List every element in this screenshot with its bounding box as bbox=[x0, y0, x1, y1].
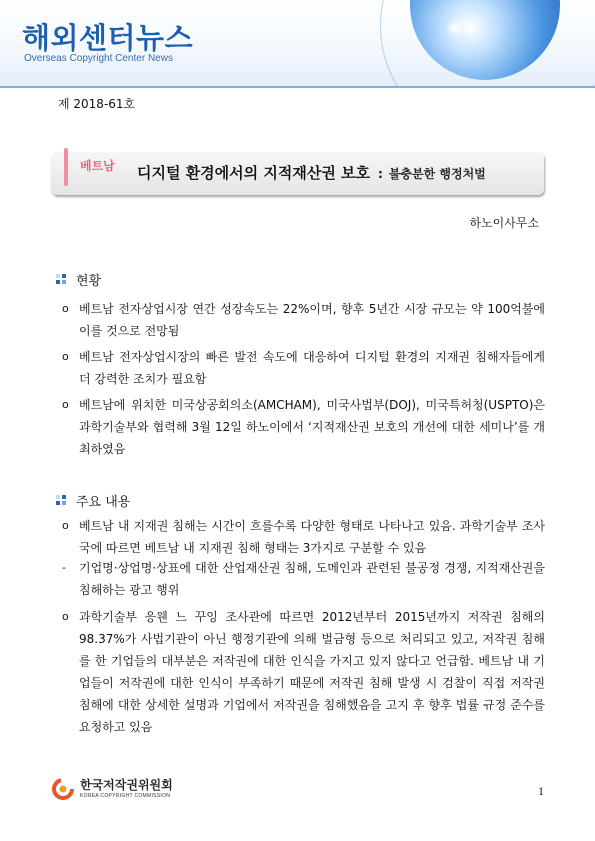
item-marker: o bbox=[62, 610, 69, 623]
country-tag-bar bbox=[64, 148, 68, 186]
page-number: 1 bbox=[538, 784, 544, 798]
item-text: 베트남에 위치한 미국상공회의소(AMCHAM), 미국사법부(DOJ), 미국특허청(USPTO)은 과학기술부와 협력해 3월 12일 하노이에서 ‘지적재산권 보호의 개선에 대한 세미나’를 개최하였음 bbox=[79, 398, 545, 456]
item-text: 베트남 전자상업시장의 빠른 발전 속도에 대응하여 디지털 환경의 지재권 침해자들에게 더 강력한 조치가 필요함 bbox=[79, 350, 545, 386]
section-heading-status bbox=[56, 270, 101, 289]
list-item bbox=[62, 298, 545, 342]
section-heading-main-content bbox=[56, 491, 130, 510]
item-marker: o bbox=[62, 398, 69, 411]
commission-logo-icon bbox=[52, 778, 74, 800]
section-bullet-icon bbox=[56, 274, 68, 286]
issue-number: 제 2018-61호 bbox=[58, 97, 136, 111]
list-item bbox=[62, 606, 545, 738]
item-text: 베트남 전자상업시장 연간 성장속도는 22%이며, 향후 5년간 시장 규모는 약 100억불에 이를 것으로 전망됨 bbox=[79, 302, 545, 338]
section-heading-text: 주요 내용 bbox=[76, 495, 131, 510]
list-item bbox=[62, 557, 545, 601]
light-flare-decoration bbox=[445, 18, 465, 38]
title-separator: : bbox=[378, 167, 383, 181]
item-text: 베트남 내 지재권 침해는 시간이 흐를수록 다양한 형태로 나타나고 있음. 과학기술부 조사국에 따르면 베트남 내 지재권 침해 형태는 3가지로 구분할 수 있음 bbox=[79, 519, 545, 555]
header-banner bbox=[0, 0, 595, 88]
list-item bbox=[62, 515, 545, 559]
footer-org-name-en: KOREA COPYRIGHT COMMISSION bbox=[80, 793, 171, 799]
section-heading-text: 현황 bbox=[76, 274, 102, 289]
article-subtitle: 불충분한 행정처벌 bbox=[388, 167, 486, 181]
footer-org-name: 한국저작권위원회 bbox=[80, 778, 173, 792]
item-text: 과학기술부 응웬 느 꾸잉 조사관에 따르면 2012년부터 2015년까지 저작권 침해의 98.37%가 사법기관이 아닌 행정기관에 의해 벌금형 등으로 처리되고 있고, 저작권 침해를 한 기업들의 대부분은 저작권에 대한 인식을 가지고 있지 않다고 언급함. 베트남 내 기업들이 저작권에 대한 인식이 부족하기 때문에 저작권 침해 발생 시 검찰이 직접 저작권 침해에 대한 상세한 설명과 기업에서 저작권을 침해했음을 고지 후 향후 법률 규정 준수를 요청하고 있음 bbox=[79, 610, 545, 734]
section-bullet-icon bbox=[56, 495, 68, 507]
article-title bbox=[137, 162, 486, 183]
item-marker: o bbox=[62, 302, 69, 315]
office-name: 하노이사무소 bbox=[469, 216, 539, 230]
item-marker: - bbox=[62, 561, 66, 574]
item-marker: o bbox=[62, 519, 69, 532]
list-item bbox=[62, 346, 545, 390]
list-item bbox=[62, 394, 545, 460]
country-tag: 베트남 bbox=[80, 159, 115, 173]
item-text: 기업명·상업명·상표에 대한 산업재산권 침해, 도메인과 관련된 불공정 경쟁, 지적재산권을 침해하는 광고 행위 bbox=[79, 561, 545, 597]
newsletter-title: 해외센터뉴스 bbox=[22, 21, 194, 55]
newsletter-subtitle: Overseas Copyright Center News bbox=[24, 53, 173, 64]
article-title-text: 디지털 환경에서의 지적재산권 보호 bbox=[137, 164, 371, 182]
item-marker: o bbox=[62, 350, 69, 363]
